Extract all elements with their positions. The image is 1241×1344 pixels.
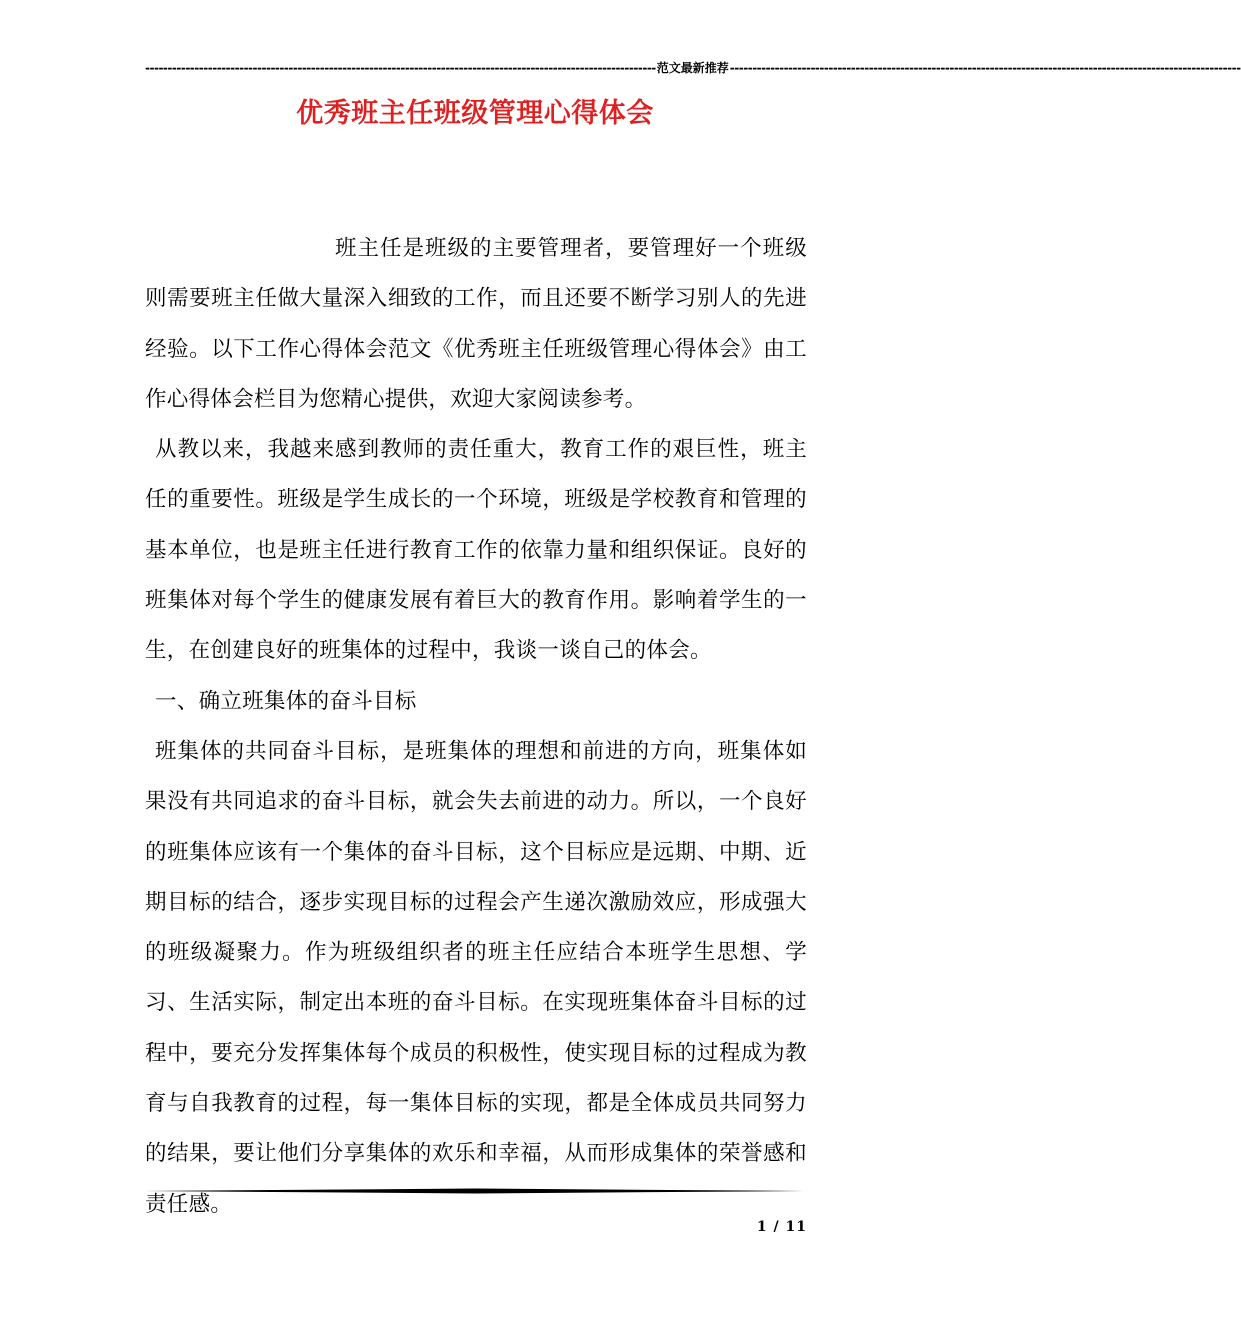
document-body	[145, 224, 807, 1230]
footer-divider	[145, 1188, 805, 1194]
document-title: 优秀班主任班级管理心得体会	[296, 98, 654, 129]
header-banner	[145, 58, 1241, 78]
body-paragraph: 从教以来，我越来感到教师的责任重大，教育工作的艰巨性，班主任的重要性。班级是学生成长的一个环境，班级是学校教育和管理的基本单位，也是班主任进行教育工作的依靠力量和组织保证。良好的班集体对每个学生的健康发展有着巨大的教育作用。影响着学生的一生，在创建良好的班集体的过程中，我谈一谈自己的体会。	[145, 437, 807, 664]
body-paragraph: 班集体的共同奋斗目标，是班集体的理想和前进的方向，班集体如果没有共同追求的奋斗目标，就会失去前进的动力。所以，一个良好的班集体应该有一个集体的奋斗目标，这个目标应是远期、中期、近期目标的结合，逐步实现目标的过程会产生递次激励效应，形成强大的班级凝聚力。作为班级组织者的班主任应结合本班学生思想、学习、生活实际，制定出本班的奋斗目标。在实现班集体奋斗目标的过程中，要充分发挥集体每个成员的积极性，使实现目标的过程成为教育与自我教育的过程，每一集体目标的实现，都是全体成员共同努力的结果，要让他们分享集体的欢乐和幸福，从而形成集体的荣誉感和责任感。	[145, 738, 807, 1217]
intro-paragraph: 班主任是班级的主要管理者，要管理好一个班级则需要班主任做大量深入细致的工作，而且还要不断学习别人的先进经验。以下工作心得体会范文《优秀班主任班级管理心得体会》由工作心得体会栏目为您精心提供，欢迎大家阅读参考。	[145, 236, 807, 412]
page-number: 1 / 11	[756, 1219, 807, 1235]
section-heading: 一、确立班集体的奋斗目标	[155, 688, 417, 714]
header-right-dashes: ------------------------------------------------------------------------------------------------------------------	[729, 61, 1241, 75]
header-label: 范文最新推荐	[656, 61, 729, 75]
header-left-dashes: ------------------------------------------------------------------------------------------------------------------	[145, 61, 656, 75]
